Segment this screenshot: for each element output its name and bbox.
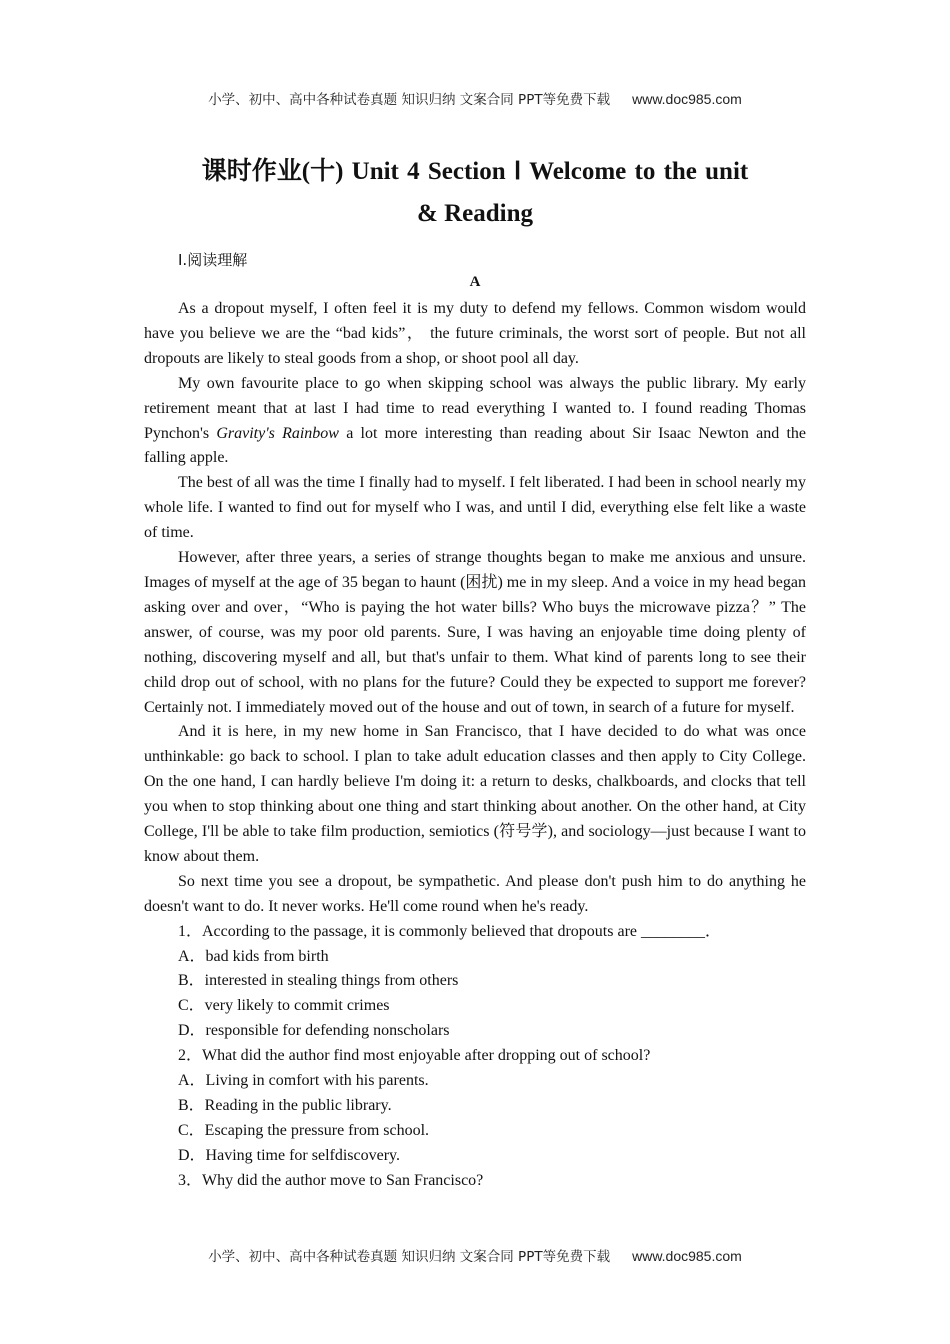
option-c: C．very likely to commit crimes [178, 997, 390, 1015]
paragraph-6: So next time you see a dropout, be sympathetic. And please don't push him to do anything he doesn't want to do. It never works. He'll come round when he's ready. [144, 872, 806, 915]
option-d: D．responsible for defending nonscholars [178, 1022, 450, 1040]
paragraph-4: However, after three years, a series of strange thoughts began to make me anxious and unsure. Images of myself at the age of 35 began to haunt (困扰) me in my sleep. And a voice in my head began asking over and over，“Who is paying the hot water bills? Who buys the microwave pizza？” The answer, of course, was my poor old parents. Sure, I was having an enjoyable time doing plenty of nothing, discovering myself and all, but that's unfair to them. What kind of parents long to see their child drop out of school, with no plans for the future? Could they be expected to support me forever? Certainly not. I immediately moved out of the house and out of town, in search of a future for myself. [144, 549, 806, 716]
section-heading: Ⅰ.阅读理解 [178, 251, 248, 269]
reading-passage [144, 297, 806, 1194]
passage-label: A [469, 274, 481, 290]
option-a: A．Living in comfort with his parents. [178, 1072, 429, 1090]
paragraph-1: As a dropout myself, I often feel it is my duty to defend my fellows. Common wisdom would have you believe we are the “bad kids”， the future criminals, the worst sort of people. But not all dropouts are likely to steal goods from a shop, or shoot pool all day. [144, 300, 806, 367]
question-1 [144, 920, 806, 1045]
option-b: B．interested in stealing things from others [178, 972, 459, 990]
option-c: C．Escaping the pressure from school. [178, 1121, 430, 1139]
question-3 [144, 1169, 806, 1194]
question-2 [144, 1044, 806, 1169]
question-stem: 2．What did the author find most enjoyable after dropping out of school? [178, 1047, 651, 1065]
footer-text: 小学、初中、高中各种试卷真题 知识归纳 文案合同 PPT等免费下载 [208, 1249, 611, 1265]
footer-url[interactable]: www.doc985.com [632, 1248, 742, 1264]
paragraph-3: The best of all was the time I finally had to myself. I felt liberated. I had been in school nearly my whole life. I wanted to find out for myself who I was, and until I did, everything else felt like a waste of time. [144, 474, 806, 542]
question-stem: 1．According to the passage, it is commonly believed that dropouts are ________． [178, 922, 721, 940]
option-d: D．Having time for selfdiscovery. [178, 1146, 401, 1164]
header-text: 小学、初中、高中各种试卷真题 知识归纳 文案合同 PPT等免费下载 [208, 92, 611, 108]
paragraph-5: And it is here, in my new home in San Francisco, that I have decided to do what was once unthinkable: go back to school. I plan to take adult education classes and then apply to City College. On the one hand, I can hardly believe I'm doing it: a return to desks, chalkboards, and clocks that tell you when to stop thinking about one thing and start thinking about another. On the other hand, at City College, I'll be able to take film production, semiotics (符号学), and sociology—just because I want to know about them. [144, 723, 806, 865]
option-a: A．bad kids from birth [178, 947, 329, 965]
page-title-line2: & Reading [417, 200, 533, 227]
page-title: 课时作业(十) Unit 4 Section Ⅰ Welcome to the unit [201, 158, 749, 185]
option-b: B．Reading in the public library. [178, 1097, 392, 1114]
paragraph-2: My own favourite place to go when skipping school was always the public library. My early retirement meant that at last I had time to read everything I wanted to. I found reading Thomas Pynchon's Gravity's Rainbow a lot more interesting than reading about Sir Isaac Newton and the falling apple. [144, 374, 807, 467]
page-header [0, 88, 950, 108]
book-title: Gravity's Rainbow [216, 424, 339, 442]
question-stem: 3．Why did the author move to San Francisco? [178, 1171, 484, 1189]
header-url[interactable]: www.doc985.com [632, 91, 742, 107]
page-footer [0, 1245, 950, 1265]
